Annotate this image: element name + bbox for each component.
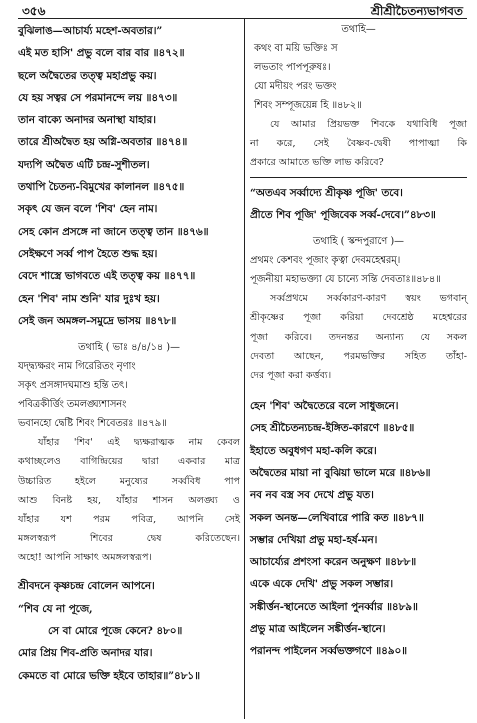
verse-line: যদ্যপি অদ্বৈত এটি চন্দ্র-সুশীতল।	[18, 158, 150, 171]
verse-line: সে বা মোরে পূজে কেনে? ৪৮০॥	[48, 625, 183, 638]
sanskrit-block-482	[250, 39, 467, 115]
left-column	[18, 20, 240, 687]
sanskrit-line: ভবানহো দ্বেষ্টি শিবং শিবেতরঃ ॥৪৭৯॥	[18, 418, 167, 430]
verse-block-480-481	[18, 575, 240, 686]
quote-heading: তথাহি—	[341, 24, 376, 35]
explanation-line: যাঁহার 'শিব' এই দ্ব্যক্ষরাত্মক নাম কেবল	[38, 437, 240, 449]
right-column	[250, 20, 467, 663]
running-title: শ্রীশ্রীচৈতন্যভাগবত	[370, 4, 463, 18]
sanskrit-line: কথং বা ময়ি ভক্তিঃ স	[254, 43, 338, 54]
explanation-block-479	[18, 433, 240, 567]
verse-block-472-478	[18, 20, 240, 332]
explanation-line: আশু বিনষ্ট হয়, যাঁহার শাসন অলঙ্ঘ্য ও	[18, 494, 240, 506]
verse-line: একে একে দেখি' প্রভু সকল সম্ভার।	[250, 578, 394, 591]
verse-line: সেহ কোন প্রসঙ্গে না জানে তত্ত্ব তান ॥৪৭৬॥	[18, 225, 209, 238]
quote-heading: তথাহি ( ভাঃ ৪/৪/১৪ )—	[78, 342, 180, 354]
verse-line: কেমতে বা মোরে ভক্তি হইবে তাহার॥”৪৮১॥	[18, 669, 200, 682]
verse-line: তারে শ্রীঅদ্বৈত হয় অগ্নি-অবতার ॥৪৭৪॥	[18, 136, 188, 149]
explanation-line: মঙ্গলস্বরূপ শিবের দ্বেষ করিতেছেন।	[18, 533, 240, 545]
verse-line: প্রভু মাত্র আইলেন সঙ্কীর্ত্তন-স্থানে।	[250, 623, 386, 636]
verse-line: এই মত হাসি' প্রভু বলে বার বার ॥৪৭২॥	[18, 47, 185, 60]
verse-line: ইহাতে অবুধগণ মহা-কলি করে।	[250, 444, 377, 457]
explanation-line: দের পূজা করা কর্ত্তব্য।	[250, 369, 332, 381]
verse-line: সকল অনন্ত—লেখিবারে পারি কত ॥৪৮৭॥	[250, 511, 424, 524]
verse-line: বুঝিলাঙ—আচার্য্য মহেশ-অবতার।”	[18, 25, 163, 37]
verse-line: সেই জন অমঙ্গল-সমুদ্রে ভাসয় ॥৪৭৮॥	[18, 314, 177, 327]
sanskrit-block-484	[250, 251, 467, 289]
verse-line: যে হয় সত্বর সে পরমানন্দে লয় ॥৪৭৩॥	[18, 91, 178, 104]
explanation-line: পূজা করিবে। তদনন্তর অন্যান্য যে সকল	[250, 331, 467, 343]
sanskrit-line: যদ্দ্ব্যক্ষরং নাম গিরেরিতং নৃণাং	[18, 361, 136, 373]
explanation-line: সর্ব্বপ্রথমে সর্ব্বকারণ-কারণ স্বয়ং ভগবান্	[270, 293, 467, 305]
explanation-block-482	[250, 115, 467, 173]
verse-line: সকৃৎ যে জন বলে 'শিব' হেন নাম।	[18, 203, 158, 216]
page-number: ৩৫৬	[22, 4, 46, 18]
verse-line: তান বাক্যে অনাদর অনাস্থা যাহার।	[18, 114, 156, 127]
explanation-line: শ্রীকৃষ্ণের পূজা করিয়া দেবশ্রেষ্ঠ মহেশ্বরের	[250, 312, 467, 324]
verse-line: হেন 'শিব' অদ্বৈতেরে বলে সাধুজনে।	[250, 400, 399, 413]
verse-line: সঙ্কীর্ত্তন-স্থানেতে আইলা পুনর্ব্বার ॥৪৮৯॥	[250, 600, 418, 613]
verse-line: অদ্বৈতের মায়া না বুঝিয়া ভালে মরে ॥৪৮৬॥	[250, 466, 431, 479]
explanation-line: উচ্চারিত হইলে মনুষ্যের সর্ব্ববিধ পাপ	[18, 475, 240, 487]
verse-line: পরানন্দ পাইলেন সর্ব্বভক্তগণে ॥৪৯০॥	[250, 645, 407, 658]
verse-line: “শিব যে না পূজে,	[18, 602, 93, 615]
explanation-line: প্রকারে আমাতে ভক্তি লাভ করিবে?	[250, 157, 384, 169]
verse-block-483	[250, 182, 467, 227]
verse-line: বেদে শাস্ত্রে ভাগবতে এই তত্ত্ব কয় ॥৪৭৭॥	[18, 270, 196, 283]
sanskrit-block-479	[18, 357, 240, 433]
verse-line: শ্রীবদনে কৃষ্ণচন্দ্র বোলেন আপনে।	[18, 580, 155, 593]
header-rule	[18, 18, 467, 19]
verse-line: নব নব বস্ত্র সব দেখে প্রভু যত।	[250, 489, 374, 502]
explanation-line: দেবতা আছেন, পরমভক্তির সহিত তাঁহা-	[250, 350, 467, 362]
explanation-line: না করে, সেই বৈষ্ণব-দ্বেষী পাপাত্মা কি	[250, 138, 467, 150]
sanskrit-line: শিবং সম্পূজয়েন্ন হি ॥৪৮২॥	[254, 100, 362, 111]
column-divider	[244, 18, 245, 719]
verse-line: আচার্য্যের প্রশংসা করেন অনুক্ষণ ॥৪৮৮॥	[250, 556, 417, 569]
verse-block-485-490	[250, 395, 467, 663]
sanskrit-line: পবিত্রকীর্ত্তিং তমলঙ্ঘ্যশাসনং	[18, 399, 127, 411]
verse-line: সেইক্ষণে সর্ব্ব পাপ হৈতে শুদ্ধ হয়।	[18, 247, 158, 260]
explanation-line: যাঁহার যশ পরম পবিত্র, আপনি সেই	[18, 513, 240, 525]
verse-line: হেন 'শিব' নাম শুনি' যার দুঃখ হয়।	[18, 292, 160, 305]
explanation-line: যে আমার প্রিয়ভক্ত শিবকে যথাবিধি পূজা	[270, 119, 467, 130]
section-rule	[250, 177, 467, 178]
explanation-block-484	[250, 289, 467, 385]
verse-line: মোর প্রিয় শিব-প্রতি অনাদর যার।	[18, 647, 153, 660]
verse-line: সম্ভার দেখিয়া প্রভু মহা-হর্ষ-মন।	[250, 533, 378, 546]
sanskrit-line: প্রথমং কেশবং পূজাং কৃত্বা দেবমহেশ্বরম্।	[250, 255, 401, 267]
quote-heading: তথাহি ( স্কন্দপুরাণে )—	[313, 236, 404, 248]
explanation-line: অহো! আপনি সাক্ষাৎ অমঙ্গলস্বরূপ।	[18, 552, 152, 564]
sanskrit-line: পূজনীয়া মহাভক্ত্যা যে চান্যে সন্তি দেবতাঃ॥৪৮৪॥	[250, 274, 441, 286]
explanation-line: কথাচ্ছলেও বাগিন্দ্রিয়ের দ্বারা একবার মাত্র	[18, 456, 240, 468]
verse-line: সেহ শ্রীচৈতন্যচন্দ্র-ইঙ্গিত-কারণে ॥৪৮৫॥	[250, 422, 415, 435]
verse-line: প্রীতে শিব পূজি' পূজিবেক সর্ব্ব-দেবে।”৪৮৩॥	[250, 208, 436, 221]
sanskrit-line: সকৃৎ প্রসঙ্গাদঘমাশু হন্তি তৎ।	[18, 380, 128, 392]
sanskrit-line: যো মদীয়ং পরং ভক্তং	[254, 81, 337, 92]
verse-line: “অতএব সর্ব্বাদ্যে শ্রীকৃষ্ণ পূজি' তবে।	[250, 186, 403, 199]
verse-line: তথাপি চৈতন্য-বিমুখের কালানল ॥৪৭৫॥	[18, 181, 185, 194]
sanskrit-line: লভতাং পাপপূরুষঃ।	[254, 62, 331, 73]
verse-line: ছলে অদ্বৈতের তত্ত্ব মহাপ্রভু কয়।	[18, 69, 157, 82]
